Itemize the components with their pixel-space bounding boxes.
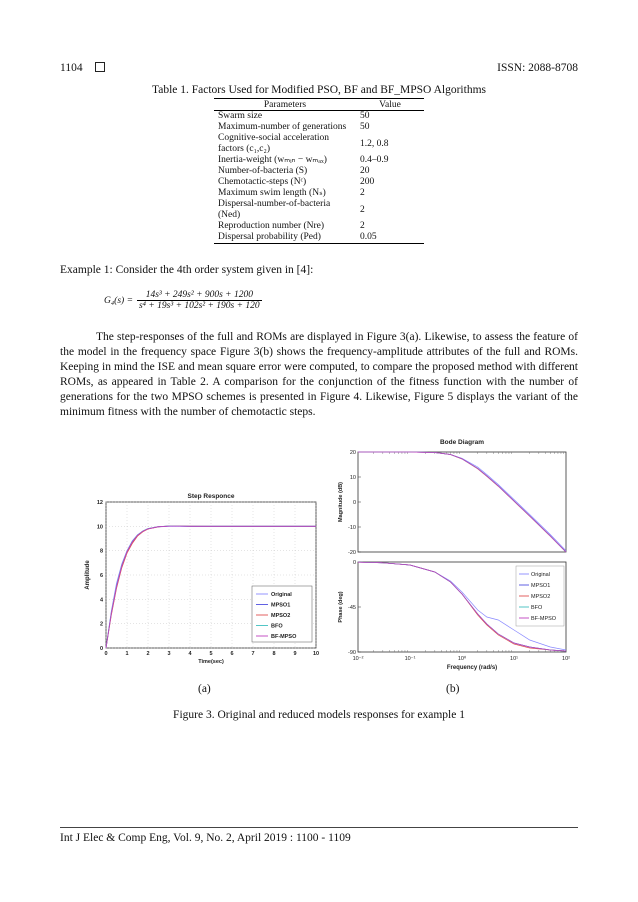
legend-label: BFO — [271, 623, 283, 630]
x-axis-label: Time(sec) — [198, 659, 224, 665]
transfer-function-equation — [104, 290, 262, 311]
x-tick-label: 8 — [272, 651, 276, 657]
table-row — [214, 166, 424, 177]
x-tick-label: 5 — [209, 651, 213, 657]
parameter-cell: Reproduction number (Nre) — [218, 221, 325, 231]
legend-label: BF-MPSO — [271, 634, 297, 640]
chart-title: Bode Diagram — [439, 439, 485, 446]
x-tick-label: 10² — [562, 656, 570, 662]
y-tick-label: 12 — [96, 500, 103, 506]
x-tick-label: 2 — [146, 651, 150, 657]
x-tick-label: 10⁻¹ — [404, 656, 416, 662]
parameter-cell: Chemotactic-steps (Nᶜ) — [218, 177, 307, 187]
value-cell: 2 — [360, 221, 365, 231]
figure-label-b: (b) — [446, 683, 460, 695]
table-row — [214, 188, 424, 199]
mag-tick-label: 10 — [349, 475, 356, 481]
table-header-row — [214, 99, 424, 111]
magnitude-axis-label: Magnitude (dB) — [338, 481, 344, 523]
mag-tick-label: -20 — [348, 550, 356, 556]
value-cell: 200 — [360, 177, 375, 187]
legend-label: BFO — [531, 605, 543, 611]
table-row — [214, 111, 424, 123]
mag-tick-label: -10 — [348, 525, 356, 531]
table-row — [214, 133, 424, 155]
value-cell: 20 — [360, 166, 370, 176]
x-tick-label: 6 — [230, 651, 234, 657]
x-tick-label: 1 — [125, 651, 129, 657]
legend-label: Original — [531, 572, 550, 578]
equation-numerator: 14s³ + 249s² + 900s + 1200 — [145, 290, 253, 300]
y-tick-label: 4 — [99, 597, 103, 604]
figure-label-a: (a) — [198, 683, 211, 695]
legend-label: MPSO1 — [271, 602, 291, 609]
legend-label: BF-MPSO — [531, 616, 557, 622]
body-paragraph: The step-responses of the full and ROMs are displayed in Figure 3(a). Likewise, to assess the feature of the model in the frequency space Figure 3(b) shows the frequency-amplitude attributes of the full and ROMs. Keeping in mind the ISE and mean square error were computed, to compare the proposed method with different ROMs, as appeared in Table 2. A comparison for the conjunction of the fitness function with the number of generations for the two MPSO schemes is presented in Figure 4. Likewise, Figure 5 displays the variant of the minimum fitness with the number of chemotactic steps. — [60, 331, 578, 418]
parameter-cell: Swarm size — [218, 111, 263, 121]
phase-tick-label: -45 — [348, 605, 356, 611]
parameter-cell: Maximum-number of generations — [218, 122, 347, 132]
table-row — [214, 232, 424, 244]
table-row — [214, 122, 424, 133]
legend-label: MPSO2 — [271, 613, 291, 619]
footer-rule — [60, 827, 578, 828]
bode-diagram-chart — [336, 434, 576, 680]
column-header-parameters: Parameters — [214, 99, 356, 111]
equation-lhs: G₄(s) = — [104, 295, 133, 306]
value-cell: 2 — [360, 188, 365, 198]
legend-label: MPSO1 — [531, 583, 551, 589]
x-tick-label: 3 — [167, 651, 171, 657]
footer-citation: Int J Elec & Comp Eng, Vol. 9, No. 2, April 2019 : 1100 - 1109 — [60, 832, 351, 844]
legend-label: Original — [271, 592, 292, 598]
value-cell: 0.4–0.9 — [360, 155, 389, 165]
journal-issn: ISSN: 2088-8708 — [497, 62, 578, 74]
parameter-cell: Dispersal probability (Ped) — [214, 232, 356, 244]
y-axis-label: Amplitude — [85, 560, 91, 590]
table-row — [214, 155, 424, 166]
x-tick-label: 10⁻² — [352, 656, 364, 662]
parameter-cell: Maximum swim length (Nₛ) — [218, 188, 326, 198]
magnitude-plot-area — [358, 452, 566, 552]
box-symbol-icon — [95, 62, 105, 72]
value-cell: 1.2, 0.8 — [360, 138, 389, 149]
chart-title: Step Responce — [187, 493, 235, 500]
y-tick-label: 10 — [96, 524, 103, 531]
parameters-table — [214, 98, 424, 244]
mag-tick-label: 0 — [352, 500, 356, 506]
x-tick-label: 10⁰ — [457, 656, 467, 662]
parameter-cell: Cognitive-social acceleration factors (c₁,c₂) — [218, 133, 330, 154]
parameter-cell: Dispersal-number-of-bacteria (Ned) — [218, 199, 331, 220]
parameter-cell: Inertia-weight (wₘᵢₙ − wₘₐₓ) — [218, 155, 327, 165]
figure-caption: Figure 3. Original and reduced models responses for example 1 — [173, 709, 465, 721]
x-axis-label: Frequency (rad/s) — [446, 665, 498, 671]
step-response-chart — [80, 488, 324, 678]
y-tick-label: 0 — [99, 646, 103, 652]
table-row — [214, 177, 424, 188]
x-tick-label: 7 — [251, 651, 255, 657]
column-header-value: Value — [356, 99, 424, 111]
table-row — [214, 199, 424, 221]
value-cell: 50 — [360, 111, 370, 121]
table-caption: Table 1. Factors Used for Modified PSO, BF and BF_MPSO Algorithms — [152, 84, 486, 96]
x-tick-label: 10¹ — [510, 656, 518, 662]
x-tick-label: 0 — [104, 651, 108, 657]
y-tick-label: 8 — [99, 548, 103, 555]
equation-denominator: s⁴ + 19s³ + 102s² + 190s + 120 — [138, 301, 260, 311]
x-tick-label: 4 — [188, 651, 192, 657]
phase-tick-label: 0 — [352, 560, 356, 566]
table-row — [214, 221, 424, 232]
parameter-cell: Number-of-bacteria (S) — [218, 166, 308, 176]
legend-label: MPSO2 — [531, 594, 551, 600]
y-tick-label: 6 — [99, 573, 103, 579]
value-cell: 50 — [360, 122, 370, 132]
y-tick-label: 2 — [99, 621, 103, 628]
equation-fraction — [137, 290, 262, 311]
phase-tick-label: -90 — [348, 650, 356, 656]
value-cell: 0.05 — [356, 232, 424, 244]
mag-tick-label: 20 — [349, 450, 356, 456]
page-header-left — [60, 62, 105, 74]
phase-axis-label: Phase (deg) — [338, 591, 344, 623]
example-intro: Example 1: Consider the 4th order system given in [4]: — [60, 264, 314, 276]
x-tick-label: 9 — [293, 651, 297, 657]
x-tick-label: 10 — [312, 651, 320, 657]
value-cell: 2 — [360, 204, 365, 215]
page-number: 1104 — [60, 62, 83, 74]
